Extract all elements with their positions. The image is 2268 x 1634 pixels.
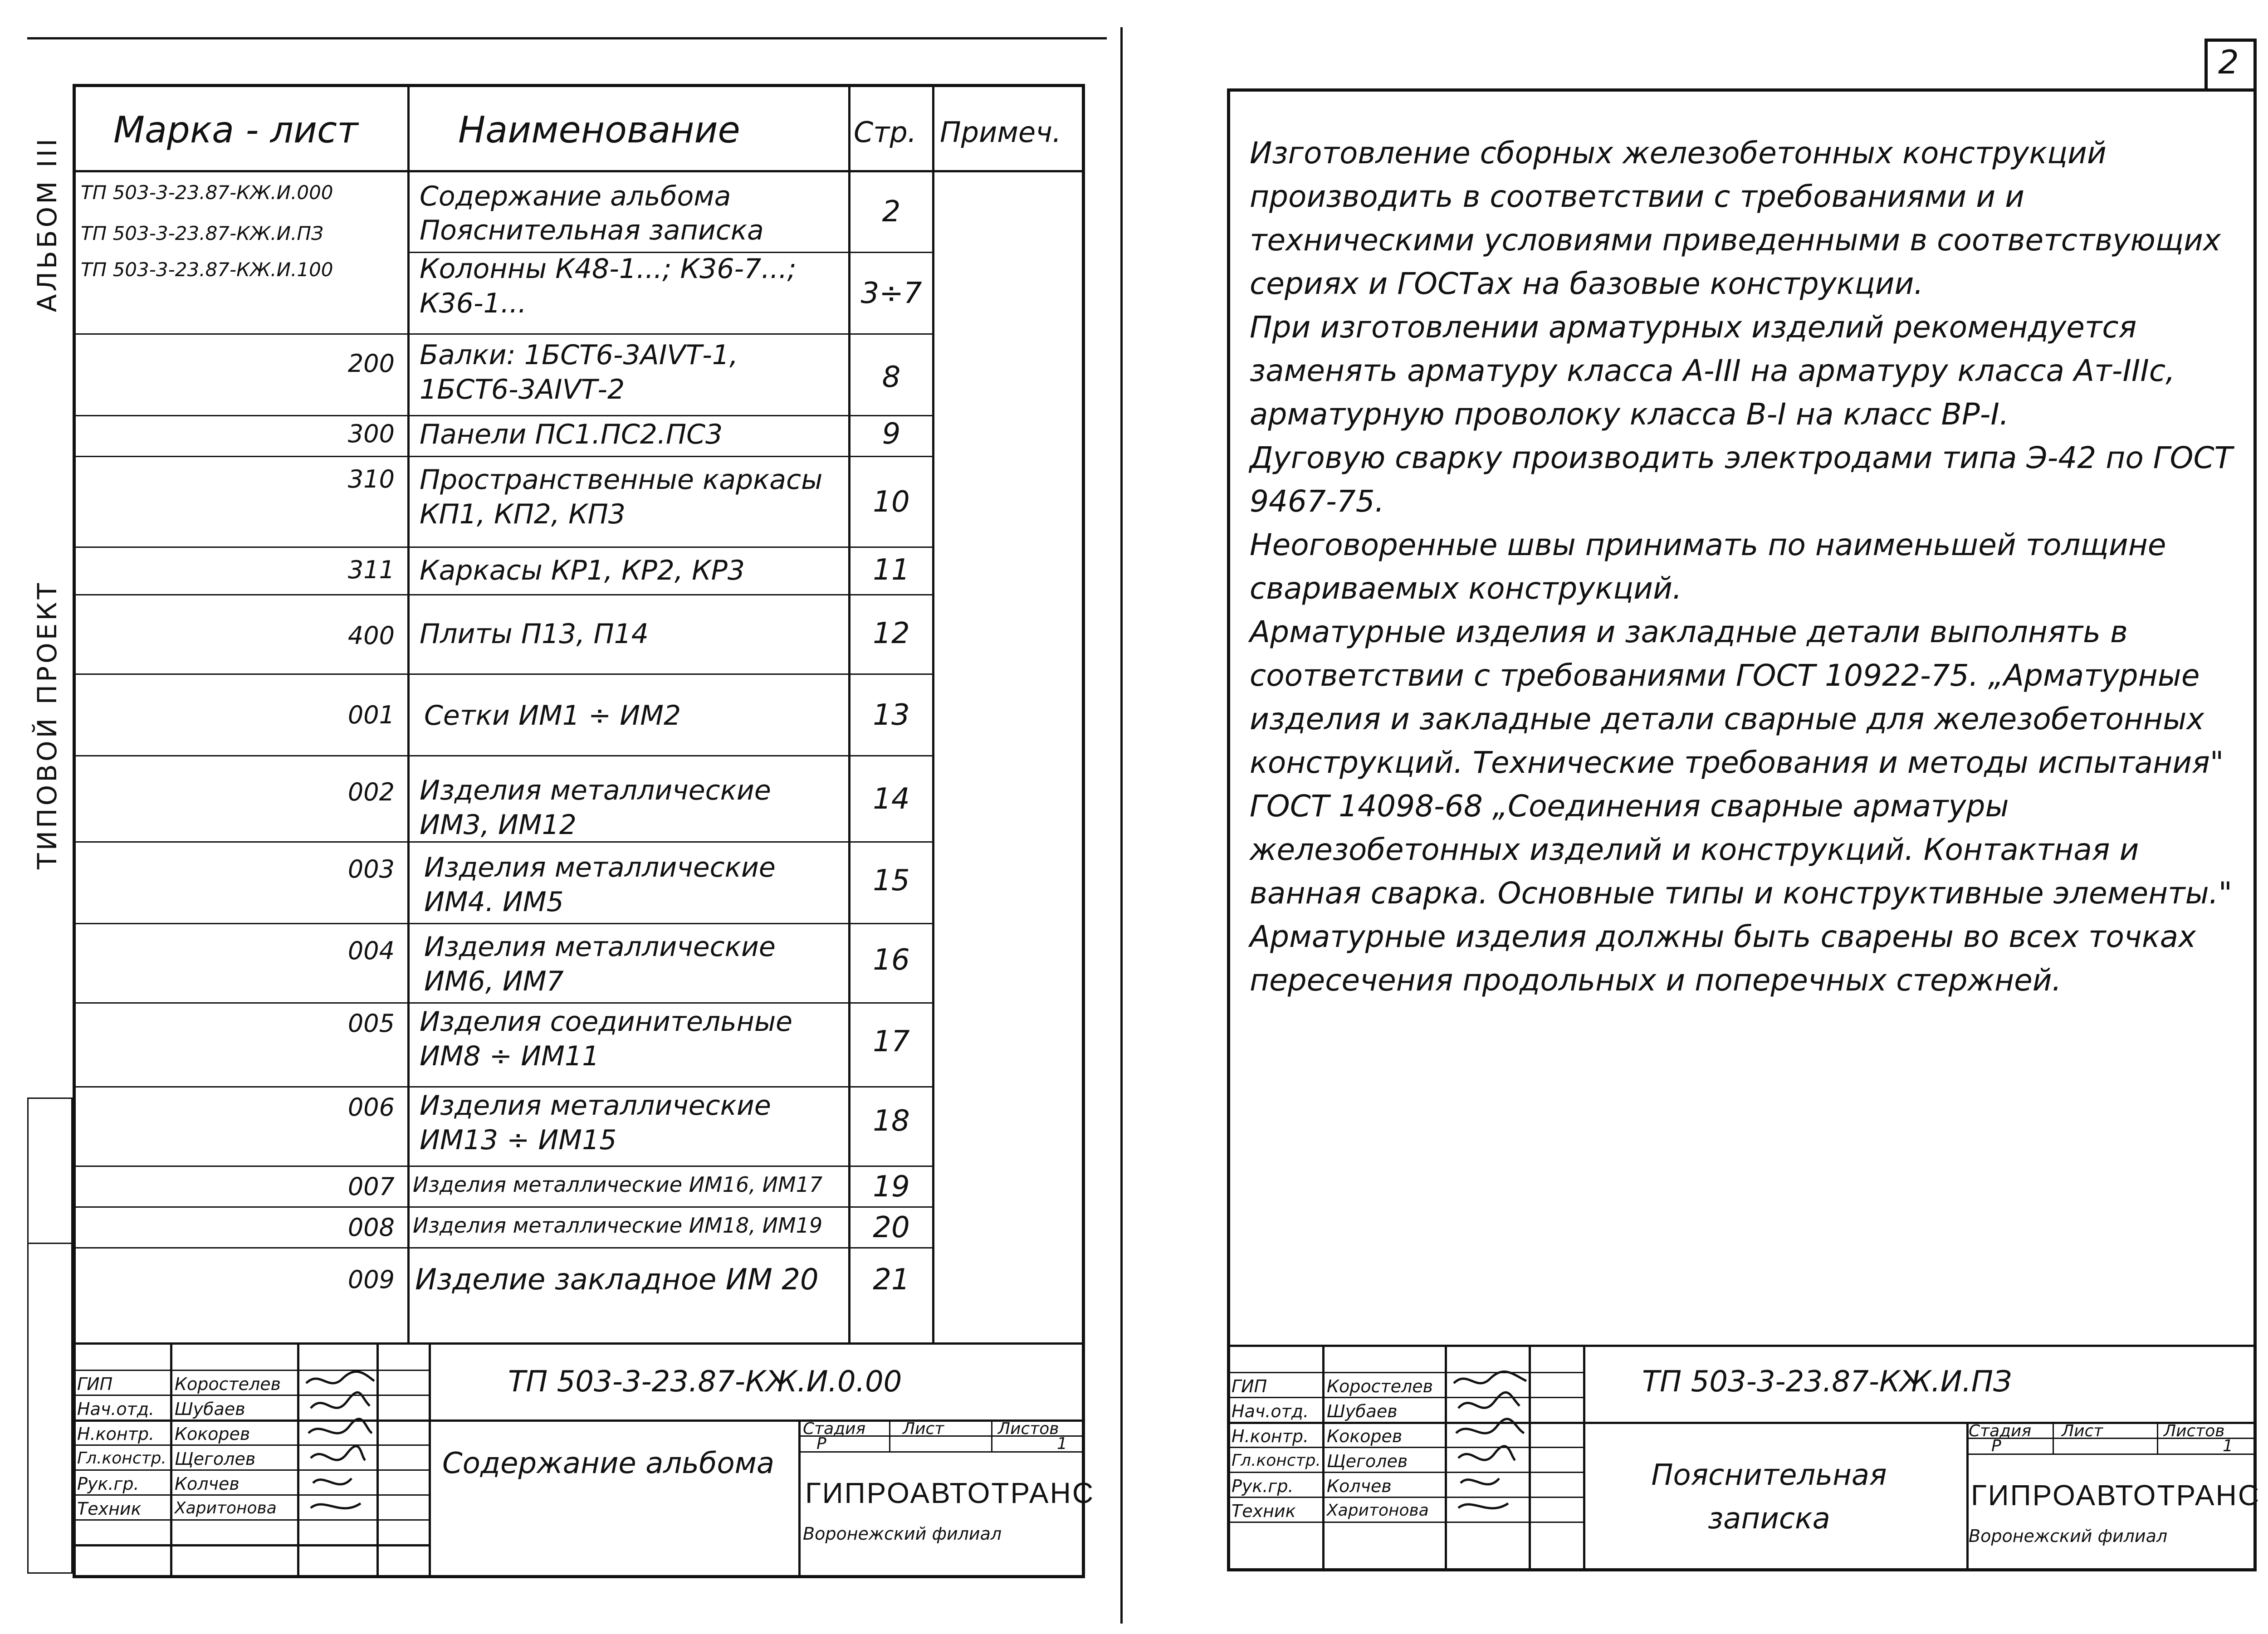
row-page: 8 (882, 361, 901, 394)
row-page: 18 (873, 1104, 910, 1138)
header-mark: Марка - лист (113, 109, 358, 151)
row-mark: 007 (347, 1172, 395, 1201)
role-gip: ГИП (77, 1374, 113, 1394)
left-stamp-title: Содержание альбома (442, 1447, 775, 1480)
row-mark: 003 (347, 855, 395, 883)
person-4: Колчев (175, 1474, 240, 1494)
sheet-separator (1120, 27, 1123, 1624)
role-chief-designer: Гл.констр. (1232, 1451, 1321, 1470)
org-name: ГИПРОАВТОТРАНС (1971, 1479, 2261, 1512)
sheets-value: 1 (2223, 1437, 2233, 1455)
stage-label: Стадия (803, 1419, 866, 1438)
row-name: Изделия металлические ИМ6, ИМ7 (424, 931, 776, 997)
row-page: 21 (873, 1263, 910, 1297)
row-name: Пространственные каркасы КП1, КП2, КП3 (420, 464, 823, 530)
header-note: Примеч. (940, 116, 1061, 149)
row-mark: 310 (347, 465, 395, 493)
note-paragraph: Арматурные изделия и закладные детали выполнять в соответствии с требованиями ГОСТ 10922-75. „Арматурные изделия и закладные детали сварные для железобетонных конструкций. Технические требования и методы испытания" ГОСТ 14098-68 „Соединения сварные арматуры железобетонных изделий и конструкций. Контактная и ванная сварка. Основные типы и конструктивные элементы." (1250, 615, 2233, 911)
col-divider-page (932, 84, 934, 1342)
left-stamp-code: ТП 503-3-23.87-КЖ.И.0.00 (508, 1365, 902, 1399)
col-divider-mark (407, 84, 410, 1342)
row-name: Изделия металлические ИМ4. ИМ5 (424, 852, 776, 918)
note-paragraph: Изготовление сборных железобетонных конструкций производить в соответствии с требованиями и и техническими условиями приведенными в соответствующих сериях и ГОСТах на базовые конструкции. (1250, 136, 2221, 301)
role-technician: Техник (77, 1499, 142, 1519)
row-mark: ТП 503-3-23.87-КЖ.И.ПЗ (81, 222, 323, 244)
note-paragraph: Арматурные изделия должны быть сварены во всех точках пересечения продольных и поперечных стержней. (1250, 919, 2196, 998)
person-3: Щеголев (175, 1449, 256, 1469)
person-5: Харитонова (175, 1499, 277, 1517)
row-mark: 200 (347, 349, 395, 378)
stage-value: Р (1991, 1437, 2001, 1455)
sheets-label: Листов (998, 1419, 1059, 1438)
row-mark: 400 (347, 621, 395, 650)
person-1: Шубаев (175, 1399, 245, 1419)
row-mark: 311 (347, 556, 395, 584)
person-3: Щеголев (1327, 1451, 1408, 1471)
side-stamp-divider (27, 1243, 73, 1244)
row-mark: 300 (347, 419, 395, 448)
role-head-dept: Нач.отд. (77, 1399, 155, 1419)
person-0: Коростелев (175, 1374, 281, 1394)
sheets-label: Листов (2164, 1422, 2225, 1440)
sheet-number: 2 (2218, 43, 2239, 81)
row-mark: ТП 503-3-23.87-КЖ.И.100 (81, 259, 333, 281)
person-0: Коростелев (1327, 1376, 1433, 1396)
note-paragraph: Неоговоренные швы принимать по наименьшей толщине свариваемых конструкций. (1250, 527, 2166, 606)
role-technician: Техник (1232, 1501, 1296, 1521)
row-name: Содержание альбома (420, 180, 731, 212)
row-page: 11 (873, 553, 910, 587)
role-group-lead: Рук.гр. (1232, 1476, 1294, 1496)
sheets-value: 1 (1057, 1434, 1067, 1453)
row-mark: 009 (347, 1265, 395, 1294)
branch-name: Воронежский филиал (1969, 1526, 2168, 1546)
row-mark: 005 (347, 1009, 395, 1038)
role-norm-control: Н.контр. (77, 1424, 155, 1444)
row-mark: 002 (347, 778, 395, 806)
project-label: ТИПОВОЙ ПРОЕКТ (32, 580, 63, 869)
person-2: Кокорев (175, 1424, 250, 1444)
row-mark: 004 (347, 937, 395, 965)
row-name: Изделия металлические ИМ18, ИМ19 (413, 1213, 823, 1238)
row-page: 15 (873, 864, 910, 897)
row-name: Колонны К48-1...; К36-7...; К36-1... (420, 253, 797, 319)
row-mark: 008 (347, 1213, 395, 1242)
person-5: Харитонова (1327, 1501, 1429, 1520)
right-stamp-code: ТП 503-3-23.87-КЖ.И.ПЗ (1642, 1365, 2012, 1399)
row-name: Балки: 1БСТ6-3АIVТ-1, 1БСТ6-3АIVТ-2 (420, 339, 738, 405)
row-name: Сетки ИМ1 ÷ ИМ2 (424, 700, 681, 732)
row-name: Пояснительная записка (420, 215, 764, 246)
header-name: Наименование (458, 109, 740, 151)
row-page: 13 (873, 698, 910, 732)
stage-value: Р (816, 1434, 826, 1453)
row-mark: ТП 503-3-23.87-КЖ.И.000 (81, 181, 333, 204)
right-stamp-title: Пояснительная записка (1651, 1458, 1887, 1536)
row-mark: 001 (347, 701, 395, 729)
row-page: 3÷7 (860, 277, 922, 310)
row-page: 12 (873, 617, 910, 650)
row-name: Изделия металлические ИМ13 ÷ ИМ15 (420, 1090, 771, 1156)
note-paragraph: При изготовлении арматурных изделий рекомендуется заменять арматуру класса А-III на арматуру класса Ат-IIIс, арматурную проволоку класса В-I на класс ВР-I. (1250, 310, 2175, 432)
sheet-label: Лист (2062, 1422, 2103, 1440)
row-page: 2 (882, 195, 901, 229)
row-page: 16 (873, 943, 910, 977)
org-name: ГИПРОАВТОТРАНС (805, 1477, 1095, 1509)
row-page: 20 (873, 1211, 910, 1244)
person-1: Шубаев (1327, 1401, 1398, 1421)
header-page: Стр. (854, 116, 917, 149)
album-label: АЛЬБОМ III (32, 136, 63, 312)
row-name: Изделия соединительные ИМ8 ÷ ИМ11 (420, 1006, 793, 1072)
branch-name: Воронежский филиал (803, 1524, 1002, 1544)
header-line (73, 170, 1085, 172)
role-group-lead: Рук.гр. (77, 1474, 139, 1494)
row-name: Изделие закладное ИМ 20 (415, 1263, 819, 1297)
row-mark: 006 (347, 1093, 395, 1122)
role-gip: ГИП (1232, 1376, 1267, 1396)
person-2: Кокорев (1327, 1426, 1403, 1446)
role-norm-control: Н.контр. (1232, 1426, 1309, 1446)
stage-label: Стадия (1969, 1422, 2032, 1440)
notes-block (1250, 132, 2248, 1002)
note-paragraph: Дуговую сварку производить электродами типа Э-42 по ГОСТ 9467-75. (1250, 440, 2233, 519)
row-page: 10 (873, 485, 910, 519)
signatures-right (1447, 1365, 1531, 1524)
row-name: Плиты П13, П14 (420, 618, 649, 650)
person-4: Колчев (1327, 1476, 1392, 1496)
row-name: Каркасы КР1, КР2, КР3 (420, 555, 745, 586)
side-stamp-frame (27, 1097, 73, 1574)
row-name: Изделия металлические ИМ16, ИМ17 (413, 1172, 823, 1197)
row-page: 9 (882, 417, 901, 451)
row-name: Изделия металлические ИМ3, ИМ12 (420, 775, 771, 841)
top-edge-line (27, 37, 1107, 39)
row-page: 14 (873, 782, 910, 816)
role-head-dept: Нач.отд. (1232, 1401, 1309, 1421)
row-name: Панели ПС1.ПС2.ПС3 (420, 419, 723, 450)
row-page: 17 (873, 1025, 910, 1058)
sheet-label: Лист (903, 1419, 944, 1438)
row-page: 19 (873, 1170, 910, 1204)
signatures-left (297, 1365, 379, 1524)
role-chief-designer: Гл.констр. (77, 1449, 166, 1468)
